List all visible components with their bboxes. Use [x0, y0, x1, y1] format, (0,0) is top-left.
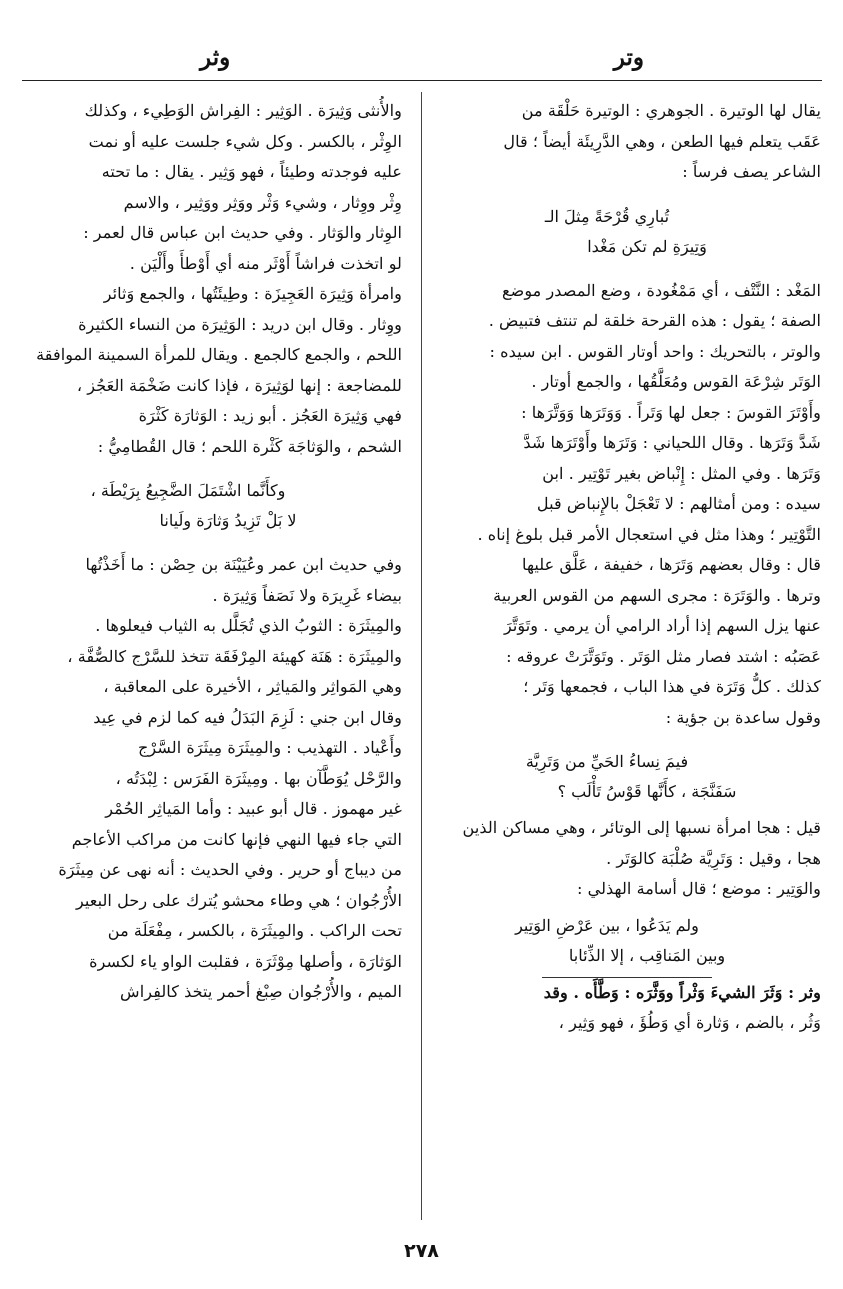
text-line: غير مهموز . قال أبو عبيد : وأما المَياثِر الحُمْر	[105, 799, 402, 818]
right-paragraph-a	[433, 96, 821, 188]
text-line: والوتر ، بالتحريك : واحد أوتار القوس . ابن سيده :	[489, 341, 821, 361]
left-paragraph-a	[14, 96, 402, 462]
verse-line: فيمَ نِساءُ الحَيِّ من وَتَرِيَّة	[525, 752, 689, 771]
text-line: كذلك . كلُّ وَتَرَة في هذا الباب ، فجمعها وَتَر ؛	[523, 677, 821, 696]
verse-line: لا بَلْ تَزِيدُ وَثارَة ولَيانا	[159, 511, 297, 530]
text-line: الميم ، والأُرْجُوان صِبْغ أحمر يتخذ كالفِراش	[120, 982, 402, 1001]
text-line: الشحم ، والوَثاجَة كَثْرة اللحم ؛ قال القُطامِيُّ :	[97, 436, 402, 456]
text-line: شَدَّ وَتَرَها . وقال اللحياني : وَتَرَها وأَوْتَرَها شَدَّ	[523, 433, 821, 452]
right-column	[433, 96, 821, 1039]
verse-line: وبين المَناقِب ، إلا الذِّئابا	[568, 945, 726, 965]
text-line: والمِيثَرَة : هَنَة كهيئة المِرْفَقَة تتخذ للسَّرْج كالصُّفَّة ،	[67, 646, 402, 666]
text-line: اللحم ، والجمع كالجمع . ويقال للمرأة السمينة الموافقة	[36, 345, 402, 364]
text-line: والأُنثى وَثِيرَة . الوَثِير : الفِراش الوَطِيء ، وكذلك	[84, 101, 402, 120]
text-line: للمضاجعة : إنها لوَثِيرَة ، فإذا كانت ضَخْمَة العَجُز ،	[76, 375, 402, 395]
text-line: وامرأة وَثِيرَة العَجِيزَة : وطِيئَتُها ، والجمع وَثائر	[103, 284, 402, 303]
running-head-right: وتر	[613, 44, 644, 71]
page-header	[22, 40, 822, 86]
text-line: وقال ابن جني : لَزِمَ البَدَلُ فيه كما لزم في عِيد	[93, 707, 402, 727]
page-number: ٢٧٨	[404, 1240, 439, 1262]
text-line: عنها يزل السهم إذا أراد الرامي أن يرمي . وتَوَتَّرَ	[503, 616, 821, 635]
text-line: الصفة ؛ يقول : هذه القرحة خلقة لم تنتف فتبيض .	[488, 311, 821, 330]
text-line: وهي المَواثِر والمَياثِر ، الأخيرة على المعاقبة ،	[103, 677, 402, 696]
text-line: فهي وَثِيرَة العَجُز . أبو زيد : الوَثارَة كَثْرَة	[138, 406, 402, 425]
text-line: الوِثْر ، بالكسر . وكل شيء جلست عليه أو نمت	[88, 131, 402, 151]
text-line: قال : وقال بعضهم وَتَرَها ، خفيفة ، عَلَّق عليها	[522, 555, 821, 574]
header-rule	[22, 80, 822, 81]
verse-block	[14, 476, 402, 536]
text-line: يقال لها الوتيرة . الجوهري : الوتيرة حَلْقَة من	[521, 101, 821, 120]
text-line: قيل : هجا امرأة نسبها إلى الوتائر ، وهي مساكن الذين	[462, 818, 821, 837]
running-head-left: وثر	[200, 44, 231, 71]
verse-line: تُبارِي قُرْحَةً مِثلَ الـ	[544, 206, 670, 226]
text-line: التي جاء فيها النهي فإنها كانت من مراكب الأعاجم	[71, 829, 402, 849]
text-line: وترها . والوَتَرَة : مجرى السهم من القوس العربية	[493, 585, 821, 605]
text-line: لو اتخذت فراشاً أَوْثَر منه أي أَوْطأَ وأَلْيَن .	[129, 253, 402, 273]
text-line: وأَعْياد . التهذيب : والمِيثَرَة مِيثَرَة السَّرْج	[137, 738, 402, 757]
right-paragraph-d	[433, 978, 821, 1039]
right-paragraph-c	[433, 813, 821, 905]
text-line: بيضاء غَرِيرَة ولا نَصَفاً وَثِيرَة .	[212, 585, 402, 605]
text-line: سيده : ومن أمثالهم : لا تَعْجَلْ بالإِنباض قبل	[536, 494, 821, 513]
text-line: هجا ، وقيل : وَتَرِيَّة صُلْبَة كالوَتَر .	[606, 848, 821, 868]
text-line: الأُرْجُوان ؛ هي وطاء محشو يُترك على رحل البعير	[75, 890, 402, 910]
entry-headword-line: وثر : وَثَرَ الشيءَ وَثْراً ووَثَّرَه : وَطَّأَه . وقد	[543, 982, 821, 1002]
text-line: وَتَرَها . وفي المثل : إِنْباض بغير تَوْتِير . ابن	[542, 463, 821, 483]
text-line: وقول ساعدة بن جؤية :	[665, 707, 821, 727]
text-line: الوِثار والوَثار . وفي حديث ابن عباس قال لعمر :	[83, 223, 402, 242]
text-line: الوَتَر شِرْعَة القوس ومُعَلَّقُها ، والجمع أوتار .	[531, 372, 821, 391]
text-line: والمِيثَرَة : الثوبُ الذي تُجَلَّل به الثياب فيعلوها .	[95, 616, 402, 635]
text-line: المَغْد : النَّتْف ، أي مَمْغُودة ، وضع المصدر موضع	[501, 280, 821, 300]
verse-line: سَفَنَّجَة ، كأَنَّها قَوْسُ تَأْلَب ؟	[557, 782, 737, 801]
text-line: عَقَب يتعلم فيها الطعن ، وهي الدَّرِيئَة أيضاً ؛ قال	[503, 131, 821, 151]
verse-line: ولم يَدَعُوا ، بين عَرْضِ الوَتِير	[515, 915, 699, 935]
right-paragraph-b	[433, 276, 821, 734]
text-line: والرَّحْل يُوَطَّآن بها . ومِيثَرَة الفَرَس : لِبْدَتُه ،	[115, 768, 402, 788]
text-line: وفي حديث ابن عمر وعُيَيْنَة بن حِصْن : ما أَخَذْتُها	[85, 555, 402, 574]
verse-line: وكأَنَّما اشْتَمَلَ الضَّجِيعُ بِرَيْطَة ،	[90, 481, 286, 500]
verse-line: وَتِيرَةِ لم تكن مَغْدا	[587, 236, 707, 256]
column-divider	[421, 92, 422, 1220]
verse-block	[433, 202, 821, 262]
text-line: من ديباج أو حرير . وفي الحديث : أنه نهى عن مِيثَرَة	[58, 860, 402, 879]
text-line: والوَتِير : موضع ؛ قال أسامة الهذلي :	[577, 879, 821, 898]
verse-block	[433, 911, 821, 971]
text-line: الوَثارَة ، وأصلها مِوْثَرَة ، فقلبت الواو ياء لكسرة	[89, 951, 402, 971]
text-line: الشاعر يصف فرساً :	[682, 162, 821, 181]
text-line: التَّوْتِير ؛ وهذا مثل في استعجال الأمر قبل بلوغ إناه .	[477, 524, 821, 544]
left-paragraph-b	[14, 550, 402, 1008]
text-line: عليه فوجدته وطيئاً ، فهو وَثِير . يقال : ما تحته	[101, 162, 402, 181]
text-line: عَصَبُه : اشتد فصار مثل الوَتَر . وتَوَتَّرَتْ عروقه :	[506, 646, 821, 666]
text-line: ووِثار . وقال ابن دريد : الوَثِيرَة من النساء الكثيرة	[78, 314, 402, 334]
text-line: وَثُر ، بالضم ، وَثارة أي وَطُؤَ ، فهو وَثِير ،	[558, 1013, 821, 1032]
text-line: وِثْر ووِثار ، وشيء وَثْر ووَثِر ووَثِير ، والاسم	[123, 192, 402, 212]
verse-block	[433, 747, 821, 807]
text-line: وأَوْتَرَ القوسَ : جعل لها وَتَراً . وَوَتَرَها وَوَتَّرَها :	[521, 402, 821, 422]
left-column	[14, 96, 402, 1008]
text-line: تحت الراكب . والمِيثَرَة ، بالكسر ، مِفْعَلَة من	[107, 921, 402, 940]
